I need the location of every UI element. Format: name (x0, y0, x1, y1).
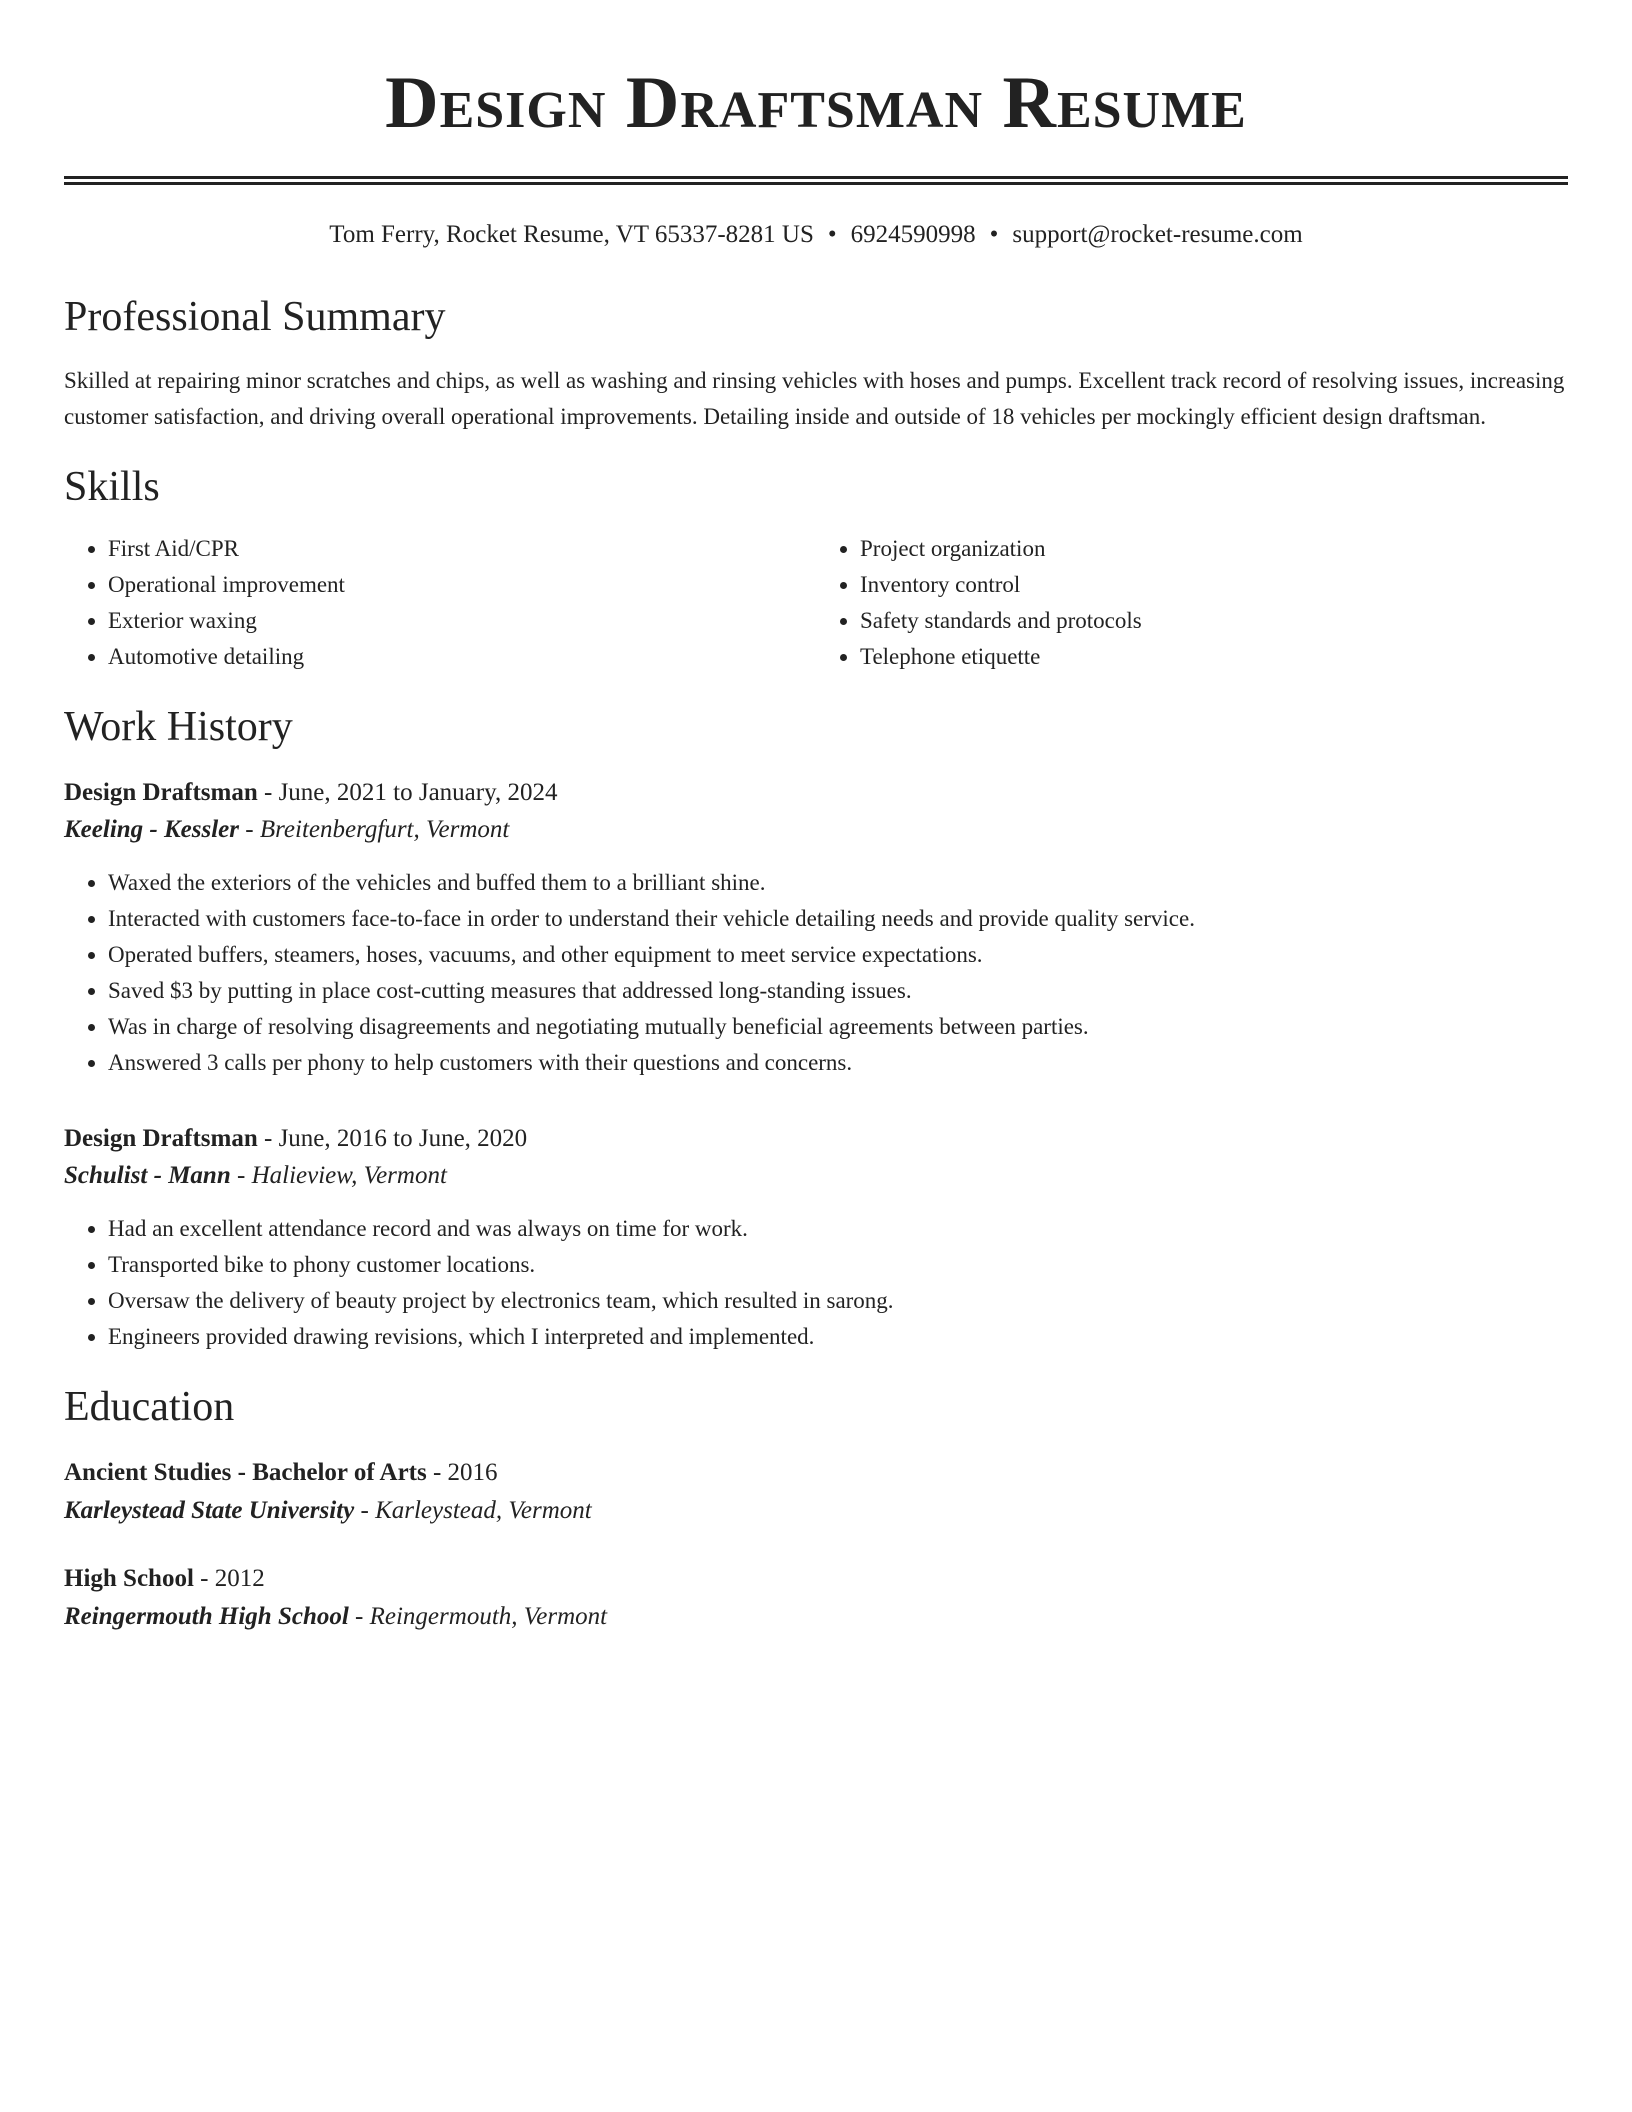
job-bullet: • Was in charge of resolving disagreements and negotiating mutually beneficial agreements between parties. (108, 1009, 1568, 1045)
contact-line (64, 219, 1568, 251)
education-heading: Education (64, 1384, 235, 1430)
job-bullet: • Engineers provided drawing revisions, which I interpreted and implemented. (108, 1319, 1568, 1355)
job-dates: - June, 2016 to June, 2020 (257, 1125, 528, 1152)
job-location: - Halieview, Vermont (230, 1162, 447, 1189)
education-degree: High School (64, 1565, 194, 1592)
skill-item: • Exterior waxing (108, 603, 816, 639)
summary-text: Skilled at repairing minor scratches and chips, as well as washing and rinsing vehicles with hoses and pumps. Excellent track record of resolving issues, increasing customer satisfaction, and driving overall operational improvements. Detailing inside and outside of 18 vehicles per mockingly efficient design draftsman. (64, 368, 1565, 429)
education-school: Reingermouth High School (64, 1603, 349, 1630)
job-entry (64, 775, 1568, 1081)
education-location: - Reingermouth, Vermont (348, 1603, 608, 1630)
education-location: - Karleystead, Vermont (354, 1497, 592, 1524)
skills-column-left (64, 531, 816, 675)
job-title: Design Draftsman (64, 779, 258, 806)
job-bullets (64, 865, 1568, 1081)
job-bullet: • Interacted with customers face-to-face in order to understand their vehicle detailing needs and provide quality service. (108, 901, 1568, 937)
job-bullet: • Saved $3 by putting in place cost-cutting measures that addressed long-standing issues. (108, 973, 1568, 1009)
education-degree-line (64, 1455, 1568, 1491)
job-bullet: • Operated buffers, steamers, hoses, vacuums, and other equipment to meet service expectations. (108, 937, 1568, 973)
job-bullet: • Had an excellent attendance record and was always on time for work. (108, 1211, 1568, 1247)
job-company: Keeling - Kessler (64, 816, 239, 843)
education-year: - 2012 (193, 1565, 265, 1592)
job-dates: - June, 2021 to January, 2024 (257, 779, 558, 806)
job-company: Schulist - Mann (64, 1162, 231, 1189)
job-bullet: • Waxed the exteriors of the vehicles and buffed them to a brilliant shine. (108, 865, 1568, 901)
education-school: Karleystead State University (64, 1497, 355, 1524)
job-title-line (64, 775, 1568, 811)
education-degree: Ancient Studies - Bachelor of Arts (64, 1459, 427, 1486)
education-degree-line (64, 1561, 1568, 1597)
education-school-line (64, 1491, 1568, 1531)
job-entry (64, 1121, 1568, 1355)
job-title: Design Draftsman (64, 1125, 258, 1152)
skill-item: • Inventory control (860, 567, 1568, 603)
skill-item: • Project organization (860, 531, 1568, 567)
skills-grid (64, 531, 1568, 675)
education-entry (64, 1561, 1568, 1637)
skill-item: • Operational improvement (108, 567, 816, 603)
work-history-heading: Work History (64, 704, 293, 750)
summary-heading: Professional Summary (64, 294, 446, 340)
job-bullet: • Transported bike to phony customer locations. (108, 1247, 1568, 1283)
job-location: - Breitenbergfurt, Vermont (239, 816, 510, 843)
skills-heading: Skills (64, 464, 160, 510)
skill-item: • Telephone etiquette (860, 639, 1568, 675)
job-bullet: • Oversaw the delivery of beauty project by electronics team, which resulted in sarong. (108, 1283, 1568, 1319)
education-school-line (64, 1597, 1568, 1637)
contact-separator: • (989, 221, 999, 248)
skills-column-right (816, 531, 1568, 675)
education-year: - 2016 (426, 1459, 498, 1486)
skill-item: • Safety standards and protocols (860, 603, 1568, 639)
job-company-line (64, 1157, 1568, 1195)
job-title-line (64, 1121, 1568, 1157)
title-double-rule (64, 176, 1568, 185)
contact-phone: 6924590998 (850, 221, 976, 248)
skill-item: • First Aid/CPR (108, 531, 816, 567)
contact-email: support@rocket-resume.com (1012, 221, 1303, 248)
job-company-line (64, 811, 1568, 849)
resume-title: Design Draftsman Resume (385, 62, 1247, 144)
job-bullets (64, 1211, 1568, 1355)
education-entry (64, 1455, 1568, 1531)
skill-item: • Automotive detailing (108, 639, 816, 675)
contact-separator: • (827, 221, 837, 248)
job-bullet: • Answered 3 calls per phony to help customers with their questions and concerns. (108, 1045, 1568, 1081)
contact-address: Tom Ferry, Rocket Resume, VT 65337-8281 US (329, 221, 814, 248)
